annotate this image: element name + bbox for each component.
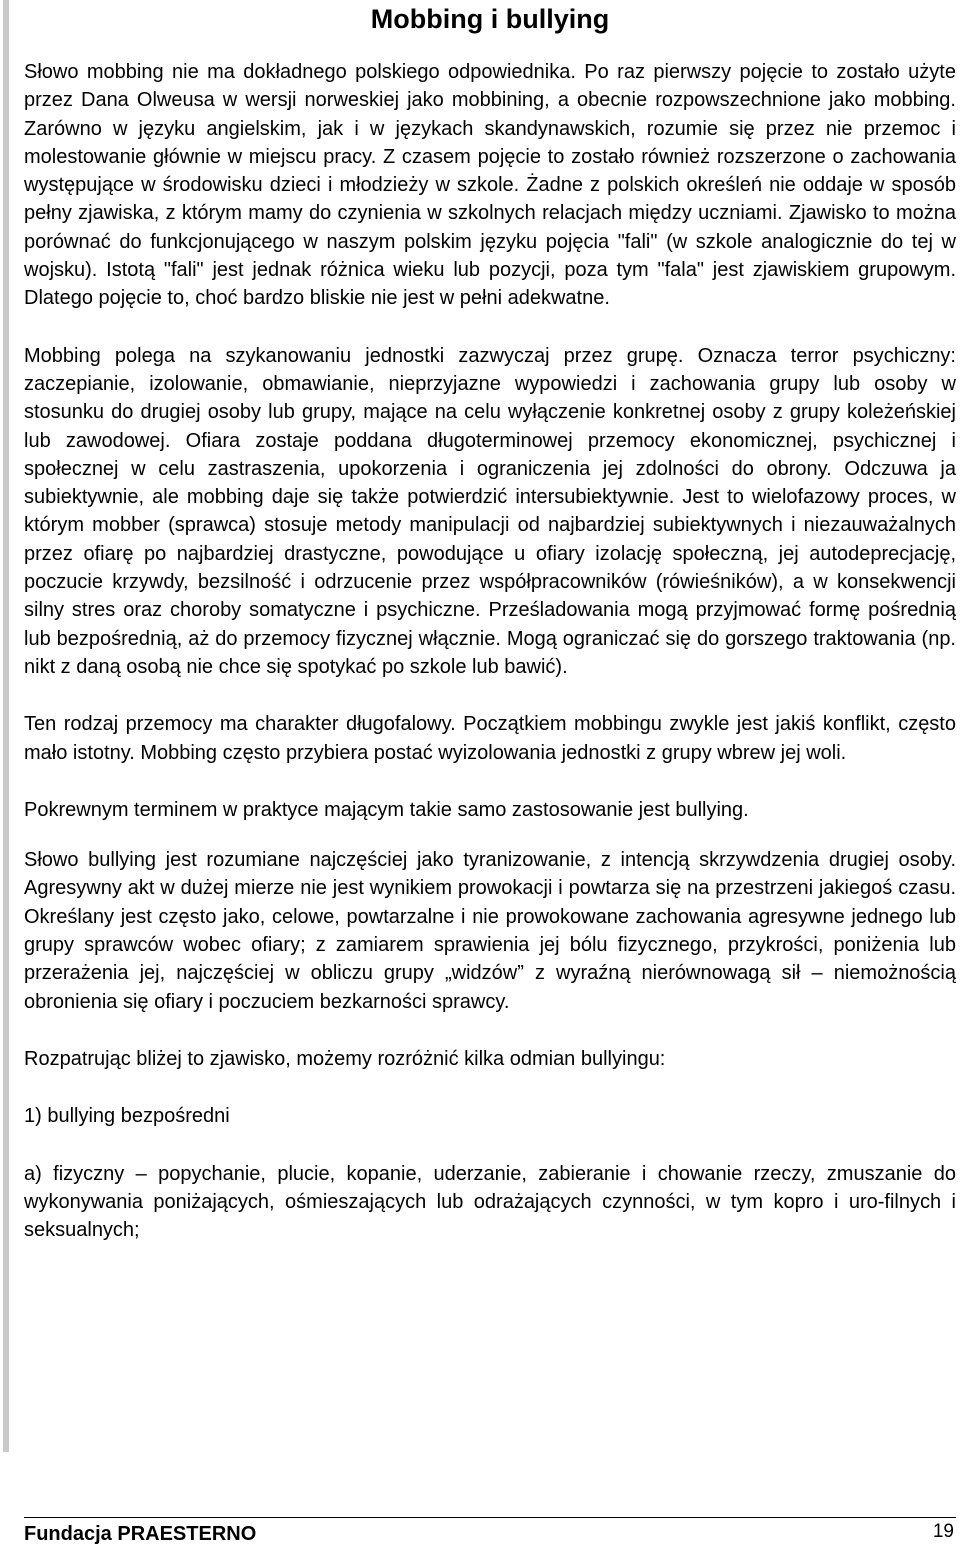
paragraph-mobbing-description: Mobbing polega na szykanowaniu jednostki zazwyczaj przez grupę. Oznacza terror psychiczny: zaczepianie, izolowanie, obmawianie, nieprzyjazne wypowiedzi i zachowania grupy lub osoby w stosunku do drugiej osoby lub grupy, mające na celu wyłączenie konkretnej osoby z grupy koleżeńskiej lub zawodowej. Ofiara zostaje poddana długoterminowej przemocy ekonomicznej, psychicznej i społecznej w celu zastraszenia, upokorzenia i ograniczenia jej zdolności do obrony. Odczuwa ja subiektywnie, ale mobbing daje się także potwierdzić intersubiektywnie. Jest to wielofazowy proces, w którym mobber (sprawca) stosuje metody manipulacji od najbardziej subiektywnych i niezauważalnych przez ofiarę po najbardziej drastyczne, powodujące u ofiary izolację społeczną, jej autodeprecjację, poczucie krzywdy, bezsilność i odrzucenie przez współpracowników (rówieśników), a w konsekwencji silny stres oraz choroby somatyczne i psychiczne. Prześladowania mogą przyjmować formę pośrednią lub bezpośrednią, aż do przemocy fizycznej włącznie. Mogą ograniczać się do gorszego traktowania (np. nikt z daną osobą nie chce się spotykać po szkole lub bawić). xyxy=(24,344,956,678)
list-item-physical-bullying: a) fizyczny – popychanie, plucie, kopanie, uderzanie, zabieranie i chowanie rzeczy, zmuszanie do wykonywania poniżających, ośmieszających lub odrażających czynności, w tym kopro i uro-filnych i seksualnych; xyxy=(24,1162,956,1242)
footer-organization: Fundacja PRAESTERNO xyxy=(24,1523,257,1545)
footer-divider xyxy=(24,1517,956,1518)
page-number: 19 xyxy=(932,1521,954,1542)
paragraph-bullying-definition: Słowo bullying jest rozumiane najczęściej jako tyranizowanie, z intencją skrzywdzenia drugiej osoby. Agresywny akt w dużej mierze nie jest wynikiem prowokacji i powtarza się na przestrzeni jakiegoś czasu. Określany jest często jako, celowe, powtarzalne i nie prowokowane zachowania agresywne jednego lub grupy sprawców wobec ofiary; z zamiarem sprawienia jej bólu fizycznego, przykrości, poniżenia lub przerażenia jej, najczęściej w obliczu grupy „widzów” z wyraźną nierównowagą sił – niemożnością obronienia się ofiary i poczuciem bezkarności sprawcy. xyxy=(24,849,956,1013)
paragraph-mobbing-duration: Ten rodzaj przemocy ma charakter długofalowy. Początkiem mobbingu zwykle jest jakiś konflikt, często mało istotny. Mobbing często przybiera postać wyizolowania jednostki z grupy wbrew jej woli. xyxy=(24,713,956,764)
page-margin-bar xyxy=(3,0,9,1452)
paragraph-bullying-term: Pokrewnym terminem w praktyce mającym takie samo zastosowanie jest bullying. xyxy=(24,798,749,821)
paragraph-bullying-types-intro: Rozpatrując bliżej to zjawisko, możemy rozróżnić kilka odmian bullyingu: xyxy=(24,1047,666,1070)
list-item-direct-bullying: 1) bullying bezpośredni xyxy=(24,1105,230,1128)
paragraph-mobbing-definition: Słowo mobbing nie ma dokładnego polskiego odpowiednika. Po raz pierwszy pojęcie to zostało użyte przez Dana Olweusa w wersji norweskiej jako mobbining, a obecnie rozpowszechnione jako mobbing. Zarówno w języku angielskim, jak i w językach skandynawskich, rozumie się przez nie przemoc i molestowanie głównie w miejscu pracy. Z czasem pojęcie to zostało również rozszerzone o zachowania występujące w środowisku dzieci i młodzieży w szkole. Żadne z polskich określeń nie oddaje w sposób pełny zjawiska, z którym mamy do czynienia w szkolnych relacjach między uczniami. Zjawisko to można porównać do funkcjonującego w naszym polskim języku pojęcia "fali" (w szkole analogicznie do tej w wojsku). Istotą "fali" jest jednak różnica wieku lub pozycji, poza tym "fala" jest zjawiskiem grupowym. Dlatego pojęcie to, choć bardzo bliskie nie jest w pełni adekwatne. xyxy=(24,61,956,310)
document-body xyxy=(24,58,956,1244)
page-title: Mobbing i bullying xyxy=(370,4,610,34)
